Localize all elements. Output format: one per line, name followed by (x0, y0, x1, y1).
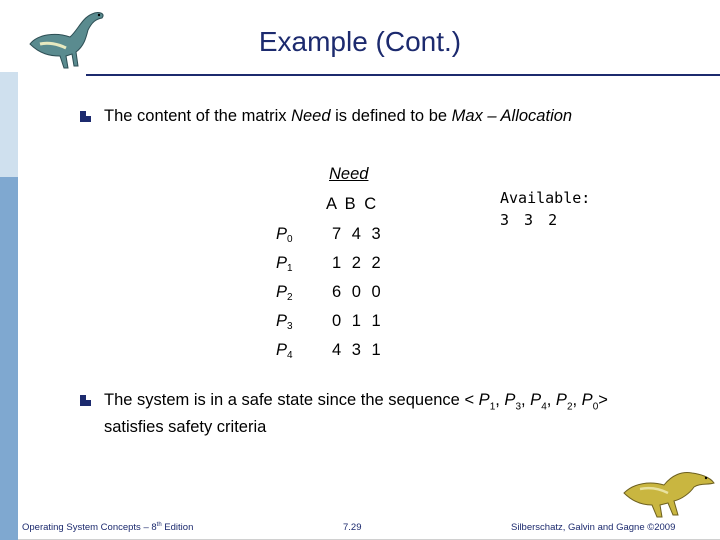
need-values: 1 2 2 (332, 254, 384, 272)
footer-book-title: Operating System Concepts – 8th Edition (22, 522, 194, 534)
need-values: 7 4 3 (332, 225, 384, 243)
available-vector (500, 187, 590, 231)
need-values: 0 1 1 (332, 312, 384, 330)
process-label: $P_1$ (276, 254, 293, 274)
max-term: Max (451, 107, 483, 125)
bullet-safe-sequence: The system is in a safe state since the sequence < $P_1$, $P_3$, $P_4$, $P_2$, $P_0>$ satisfies safety criteria (104, 391, 608, 437)
safe-sequence-line2: satisfies safety criteria (104, 418, 267, 437)
process-label: $P_4$ (276, 341, 293, 361)
process-label: $P_3$ (276, 312, 293, 332)
accent-bar-mid-segment (0, 177, 18, 540)
allocation-term: Allocation (500, 107, 573, 125)
footer-authors: Silberschatz, Galvin and Gagne ©2009 (511, 522, 676, 533)
need-values: 6 0 0 (332, 283, 384, 301)
resource-columns-header: A B C (326, 195, 379, 213)
process-label: $P_0$ (276, 225, 293, 245)
accent-bar-light-segment (0, 72, 18, 177)
need-matrix-heading: Need (329, 165, 369, 183)
square-bullet-icon (80, 111, 91, 122)
bullet-need-definition: The content of the matrix Need is defined to be Max – Allocation (104, 107, 573, 125)
need-term: Need (291, 107, 331, 125)
available-values: 3 3 2 (500, 211, 561, 229)
process-label: $P_2$ (276, 283, 293, 303)
slide-title: Example (Cont.) (258, 26, 462, 57)
dinosaur-illustration (620, 463, 718, 519)
footer-page-number: 7.29 (343, 522, 362, 533)
square-bullet-icon (80, 395, 91, 406)
title-underline (86, 74, 720, 76)
left-accent-bar (0, 0, 18, 540)
need-values: 4 3 1 (332, 341, 384, 359)
available-label: Available: (500, 189, 591, 207)
